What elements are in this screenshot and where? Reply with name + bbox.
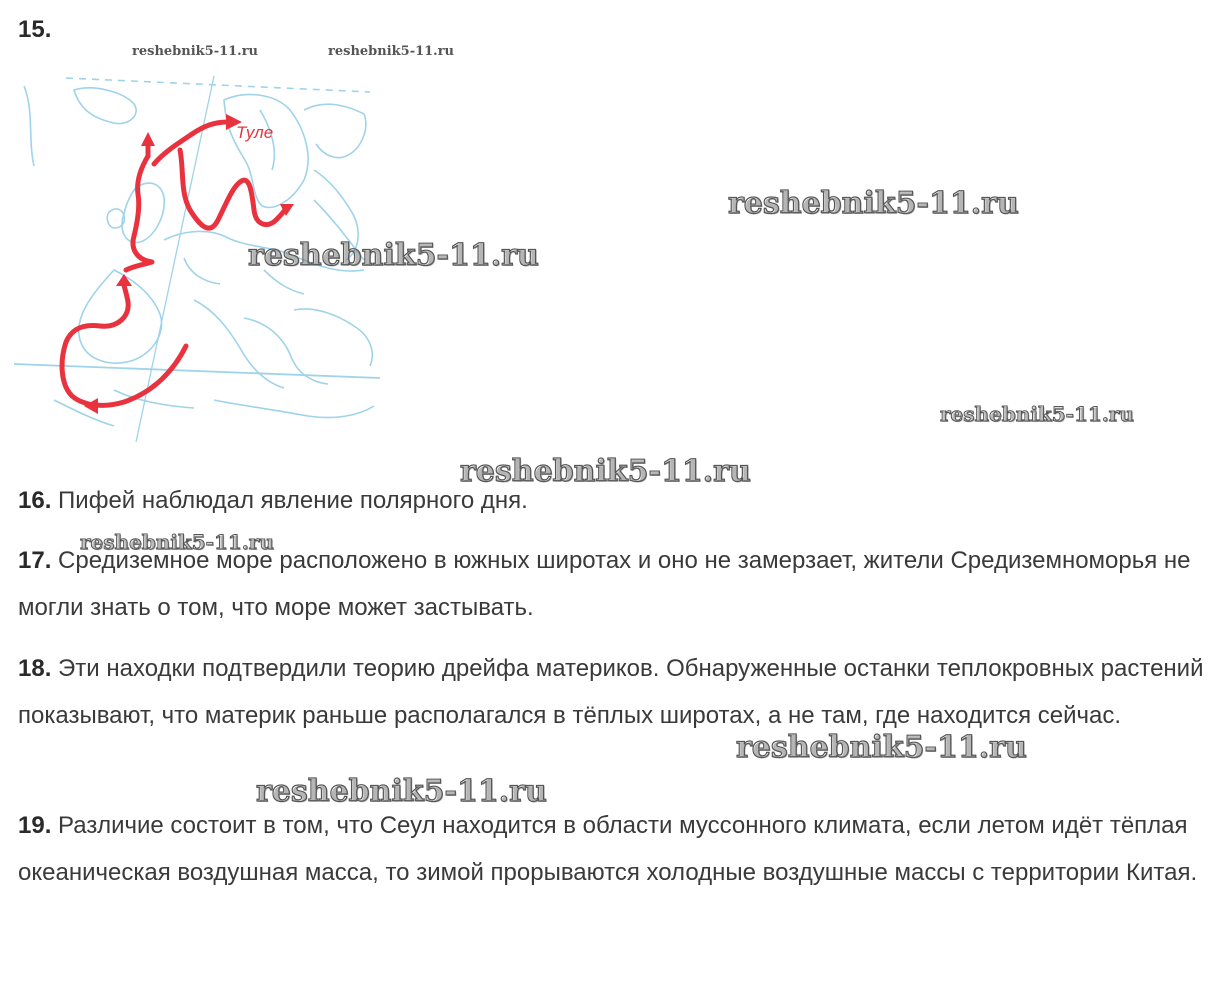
answer-text: Пифей наблюдал явление полярного дня. [58, 487, 528, 514]
watermark: reshebnik5-11.ru [248, 238, 539, 273]
answer-16 [18, 477, 1208, 524]
watermark: reshebnik5-11.ru [256, 774, 547, 809]
answer-number: 18. [18, 655, 52, 682]
coastline [214, 400, 374, 418]
watermark: reshebnik5-11.ru [728, 186, 1019, 221]
polar-circle-line [66, 78, 370, 92]
task-15-number: 15. [18, 16, 52, 43]
answer-number: 19. [18, 812, 52, 839]
coastline [122, 183, 164, 243]
coastline [184, 258, 220, 284]
watermark: reshebnik5-11.ru [460, 454, 751, 489]
map-label-thule: Туле [236, 123, 274, 142]
answer-text: Эти находки подтвердили теорию дрейфа материков. Обнаруженные останки теплокровных растений показывают, что материк раньше располагался в тёплых широтах, а не там, где находится сейчас. [18, 655, 1204, 729]
coastline [74, 88, 136, 124]
coastline [224, 95, 308, 208]
watermark: reshebnik5-11.ru [940, 402, 1134, 426]
arrow-icon [141, 132, 155, 146]
answer-19 [18, 802, 1208, 896]
answer-17 [18, 537, 1208, 631]
watermark: reshebnik5-11.ru [736, 730, 1027, 765]
watermark: reshebnik5-11.ru [328, 44, 455, 59]
answer-text: Различие состоит в том, что Сеул находится в области муссонного климата, если летом идёт тёплая океаническая воздушная масса, то зимой прорываются холодные воздушные массы с территории Китая. [18, 812, 1198, 886]
answer-number: 17. [18, 547, 52, 574]
route-line [154, 122, 228, 164]
answer-text: Средиземное море расположено в южных широтах и оно не замерзает, жители Средиземноморья не могли знать о том, что море может застывать. [18, 547, 1191, 621]
watermark: reshebnik5-11.ru [80, 530, 274, 554]
coastline [194, 300, 284, 388]
coastline [304, 104, 366, 157]
answer-18 [18, 645, 1208, 739]
arrow-icon [84, 398, 98, 414]
coastline [294, 309, 372, 366]
route-line [126, 156, 152, 270]
arrow-icon [116, 274, 132, 286]
answer-number: 16. [18, 487, 52, 514]
coastline [264, 270, 304, 294]
parallel-line [14, 364, 380, 378]
watermark: reshebnik5-11.ru [132, 44, 259, 59]
coastline [24, 86, 34, 166]
